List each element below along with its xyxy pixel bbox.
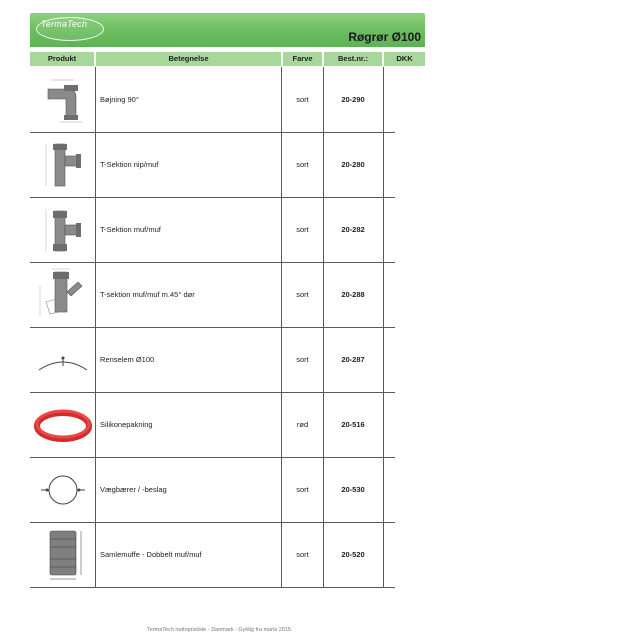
order-number: 20-282	[341, 225, 365, 234]
order-number: 20-290	[341, 95, 365, 104]
product-description: Samlemuffe - Dobbelt muf/muf	[100, 550, 202, 559]
order-number: 20-530	[341, 485, 365, 494]
column-header-price: DKK	[384, 52, 425, 66]
product-color: sort	[296, 160, 309, 169]
column-header-color: Farve	[283, 52, 322, 66]
wall-bracket-icon	[30, 457, 95, 522]
table-row	[30, 327, 395, 393]
table-row	[30, 262, 395, 328]
product-color: sort	[296, 290, 309, 299]
cleaning-element-icon	[30, 327, 95, 392]
product-description: Vægbærer / -beslag	[100, 485, 167, 494]
order-number: 20-287	[341, 355, 365, 364]
logo-text: TermaTech	[41, 19, 88, 29]
page-title: Røgrør Ø100	[348, 30, 421, 44]
table-row	[30, 392, 395, 458]
column-header-description: Betegnelse	[96, 52, 281, 66]
order-number: 20-280	[341, 160, 365, 169]
order-number: 20-288	[341, 290, 365, 299]
order-number: 20-520	[341, 550, 365, 559]
table-row	[30, 197, 395, 263]
product-description: T-Sektion muf/muf	[100, 225, 161, 234]
product-description: T-sektion muf/muf m.45° dør	[100, 290, 195, 299]
footer-note: TermaTech nettoprisliste - Danmark - Gyldig fra marts 2015	[147, 627, 291, 633]
product-color: sort	[296, 550, 309, 559]
double-sleeve-icon	[30, 522, 95, 587]
product-color: rød	[296, 420, 309, 429]
t-section-door-icon	[30, 262, 95, 327]
table-row	[30, 522, 395, 588]
product-color: sort	[296, 225, 309, 234]
table-row	[30, 457, 395, 523]
t-section-nip-muf-icon	[30, 132, 95, 197]
silicone-gasket-icon	[30, 392, 95, 457]
product-description: T-Sektion nip/muf	[100, 160, 159, 169]
product-color: sort	[296, 485, 309, 494]
table-row	[30, 67, 395, 133]
product-color: sort	[296, 95, 309, 104]
product-color: sort	[296, 355, 309, 364]
product-description: Silikonepakning	[100, 420, 153, 429]
table-row	[30, 132, 395, 198]
product-description: Bøjning 90°	[100, 95, 139, 104]
price-list-header	[30, 13, 425, 47]
order-number: 20-516	[341, 420, 365, 429]
elbow-90-icon	[30, 67, 95, 132]
t-section-muf-muf-icon	[30, 197, 95, 262]
product-description: Renselem Ø100	[100, 355, 155, 364]
column-header-product: Produkt	[30, 52, 94, 66]
column-header-order-nr: Best.nr.:	[324, 52, 382, 66]
